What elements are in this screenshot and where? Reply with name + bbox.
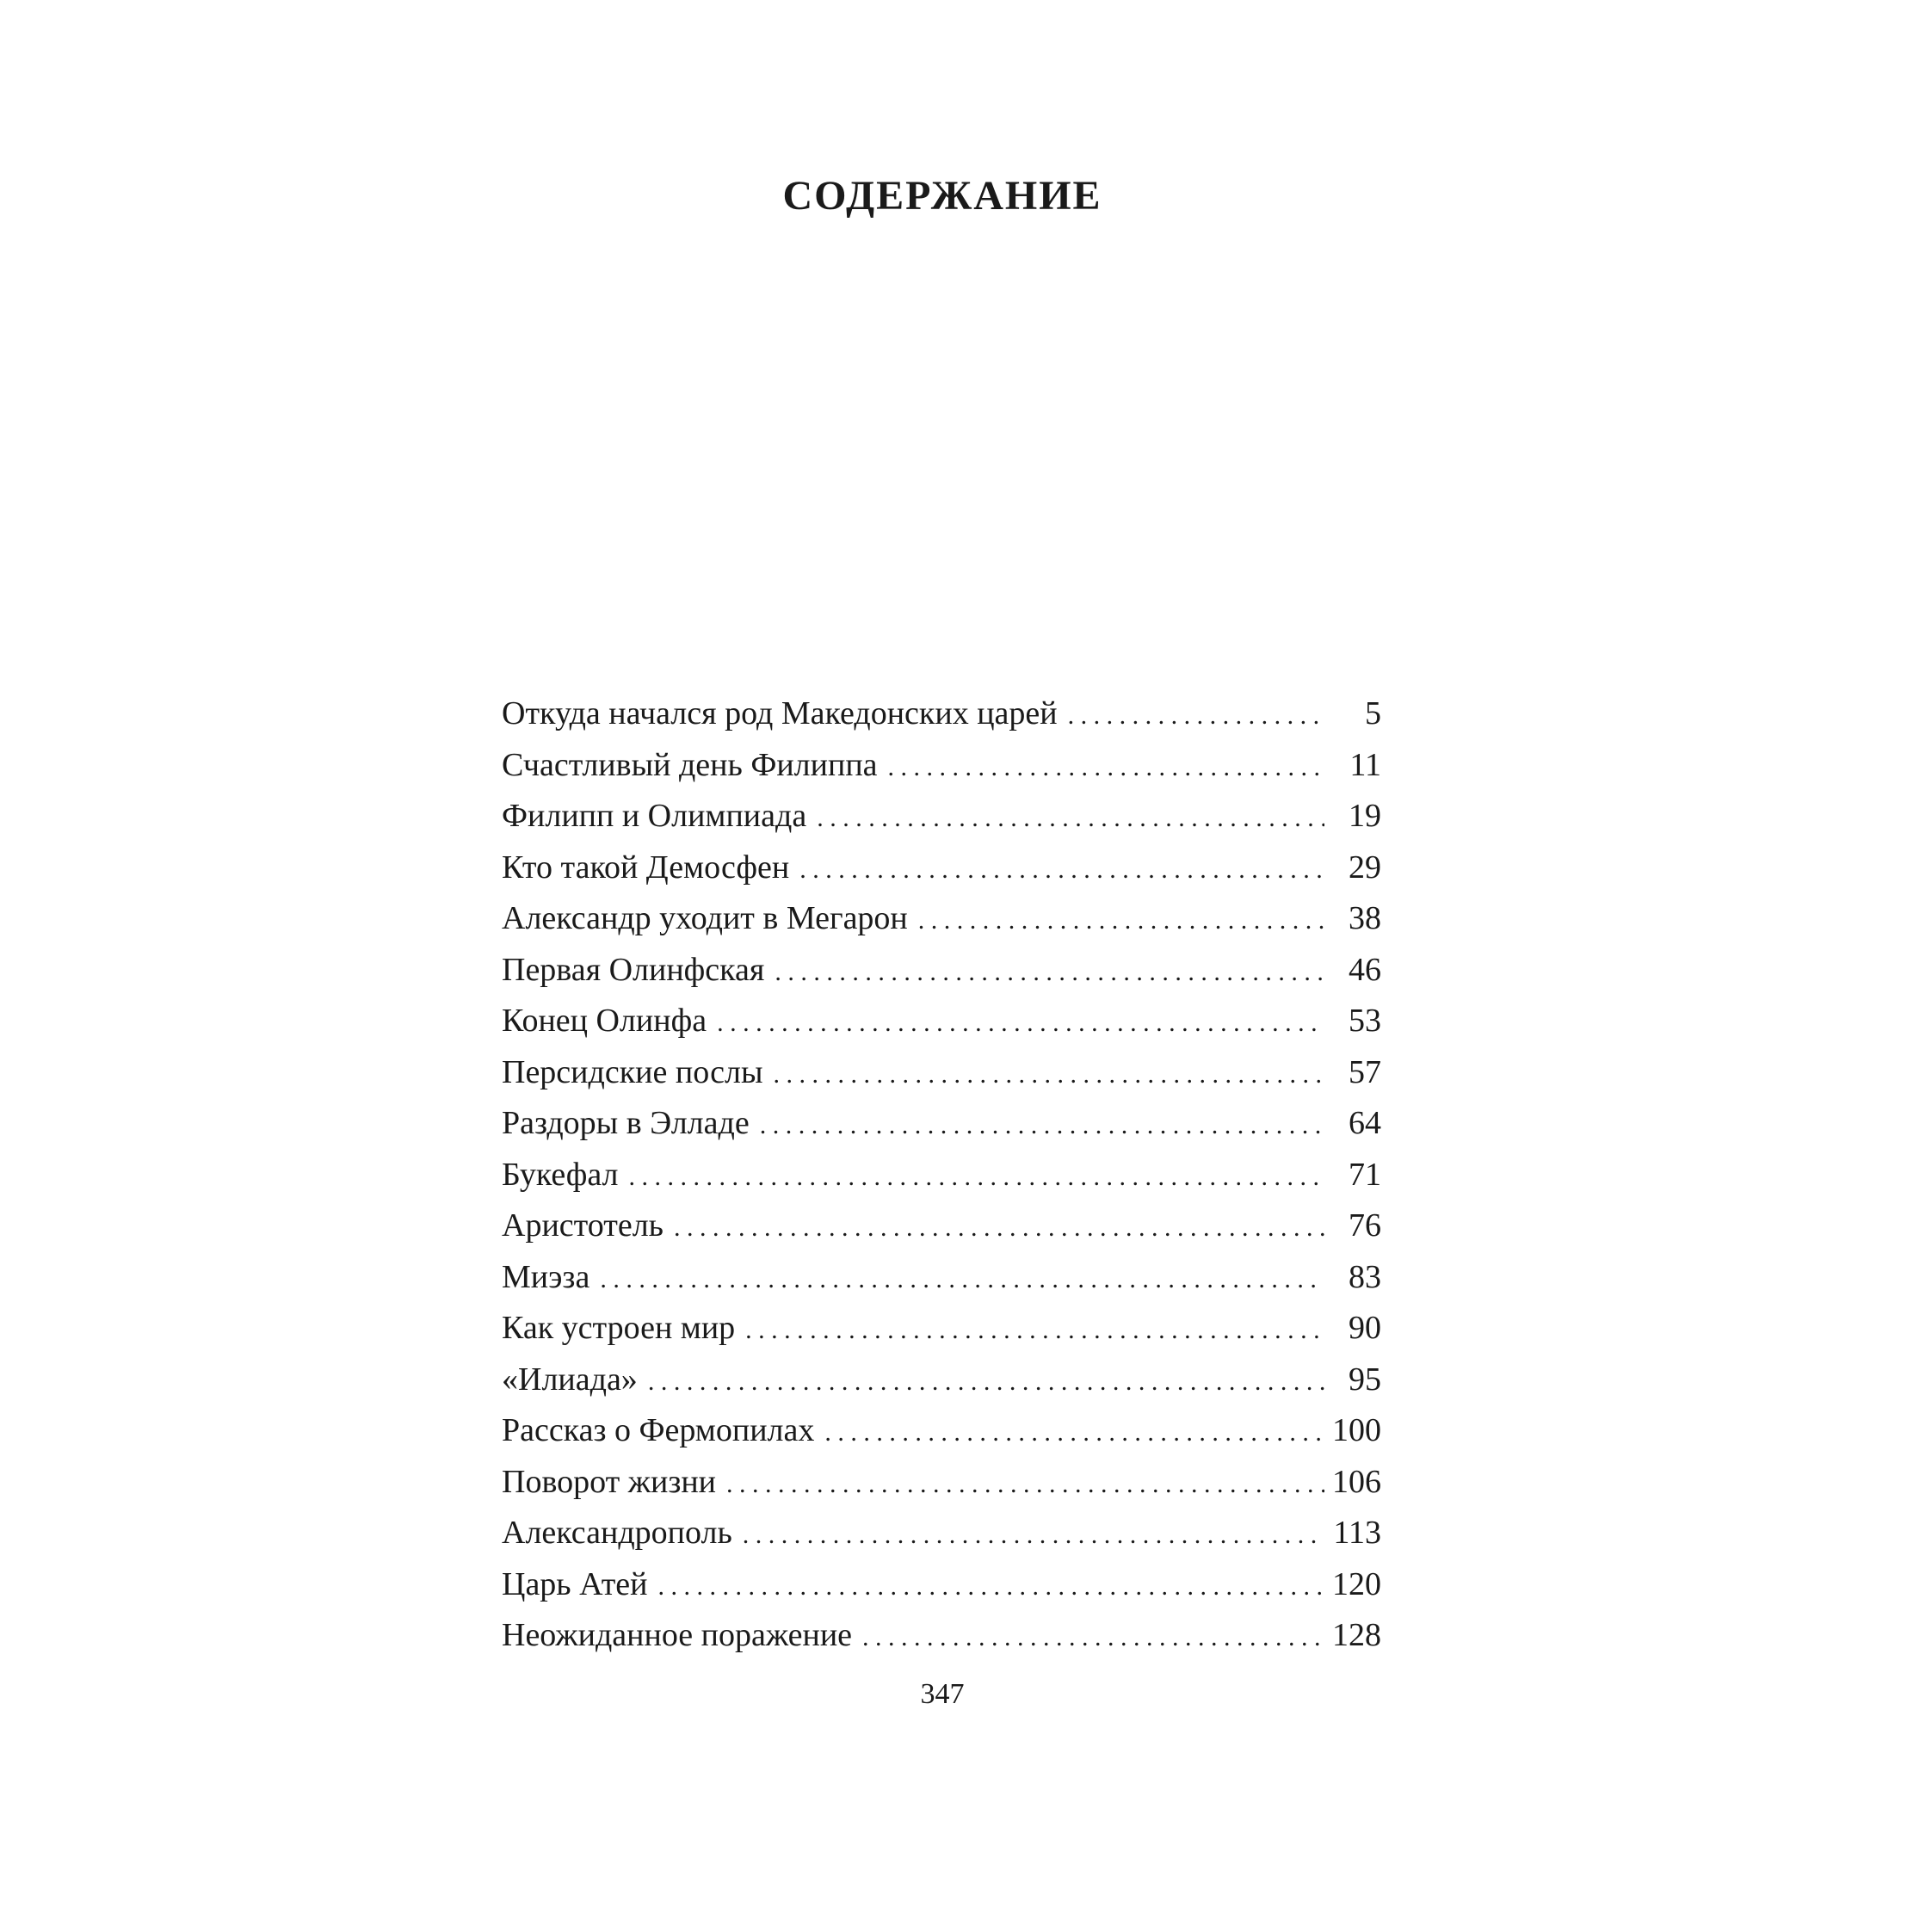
toc-entry-title: Конец Олинфа [502,1003,707,1039]
dot-leader [629,1151,1324,1201]
page-number: 347 [920,1678,965,1710]
toc-entry-title: Неожиданное поражение [502,1617,853,1653]
toc-entry [502,740,1381,792]
toc-entry-page: 53 [1349,1003,1381,1039]
toc-entry-page: 95 [1349,1361,1381,1398]
dot-leader [817,793,1324,843]
toc-entry-title: Счастливый день Филиппа [502,746,878,783]
toc-entry [502,1252,1381,1304]
toc-entry-title: Откуда начался род Македонских царей [502,695,1058,731]
toc-entry-page: 19 [1349,798,1381,834]
toc-entry [502,1508,1381,1559]
toc-entry-page: 76 [1349,1207,1381,1244]
toc-entry-title: Персидские послы [502,1053,763,1090]
toc-entry [502,893,1381,945]
toc-entry-title: Аристотель [502,1207,664,1244]
toc-entry [502,843,1381,894]
toc-entry-page: 83 [1349,1258,1381,1295]
toc-entry-page: 128 [1332,1617,1381,1653]
toc-entry-page: 11 [1349,746,1381,783]
table-of-contents [502,688,1381,1662]
toc-entry [502,945,1381,997]
dot-leader [726,1459,1324,1509]
toc-entry-page: 29 [1349,849,1381,886]
toc-entry-title: «Илиада» [502,1361,638,1398]
page-title: СОДЕРЖАНИЕ [782,173,1102,219]
toc-entry [502,791,1381,843]
toc-entry [502,1355,1381,1406]
dot-leader [674,1202,1324,1252]
toc-entry-title: Поворот жизни [502,1463,717,1500]
toc-entry-page: 106 [1332,1463,1381,1500]
dot-leader [774,1049,1324,1099]
toc-entry [502,1201,1381,1252]
toc-entry-title: Миэза [502,1258,590,1295]
dot-leader [600,1254,1324,1304]
toc-entry-title: Царь Атей [502,1565,648,1602]
dot-leader [658,1561,1325,1611]
dot-leader [775,947,1324,997]
toc-entry-page: 113 [1333,1515,1381,1551]
toc-entry [502,1150,1381,1201]
toc-entry-title: Филипп и Олимпиада [502,798,807,834]
toc-entry-title: Первая Олинфская [502,951,765,988]
toc-entry-title: Кто такой Демосфен [502,849,790,886]
toc-entry-page: 90 [1349,1310,1381,1346]
dot-leader [862,1612,1324,1662]
toc-entry [502,688,1381,740]
dot-leader [888,742,1324,792]
toc-entry-page: 46 [1349,951,1381,988]
toc-entry-title: Как устроен мир [502,1310,736,1346]
toc-entry-title: Букефал [502,1156,619,1193]
toc-entry-title: Рассказ о Фермопилах [502,1412,815,1448]
dot-leader [717,997,1324,1047]
toc-entry-page: 57 [1349,1053,1381,1090]
dot-leader [760,1100,1324,1150]
toc-entry-page: 71 [1349,1156,1381,1193]
toc-entry [502,996,1381,1047]
toc-entry [502,1303,1381,1355]
toc-entry [502,1098,1381,1150]
toc-entry [502,1559,1381,1611]
toc-entry-title: Александрополь [502,1515,732,1551]
toc-entry-page: 100 [1332,1412,1381,1448]
toc-entry-page: 38 [1349,900,1381,936]
toc-entry [502,1610,1381,1662]
toc-entry [502,1047,1381,1099]
toc-entry-page: 120 [1332,1565,1381,1602]
dot-leader [1068,690,1324,740]
dot-leader [743,1509,1324,1559]
dot-leader [824,1407,1324,1457]
toc-entry-title: Раздоры в Элладе [502,1105,750,1141]
toc-entry-page: 64 [1349,1105,1381,1141]
dot-leader [648,1356,1324,1406]
dot-leader [799,844,1324,894]
toc-entry-page: 5 [1365,695,1381,731]
dot-leader [918,895,1324,945]
dot-leader [745,1305,1324,1355]
toc-entry [502,1457,1381,1509]
toc-entry [502,1405,1381,1457]
toc-entry-title: Александр уходит в Мегарон [502,900,908,936]
